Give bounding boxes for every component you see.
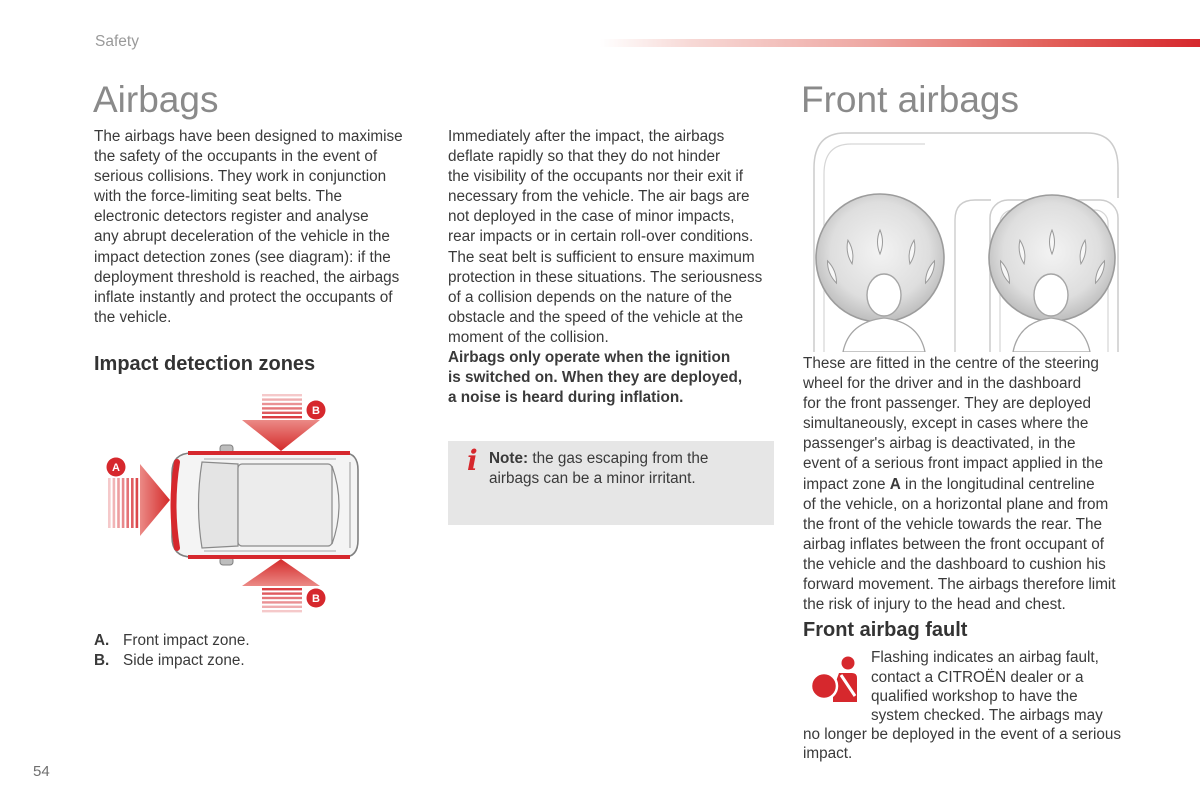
paragraph-line: forward movement. The airbags therefore limit — [803, 576, 1116, 594]
legend-text: Front impact zone. — [123, 632, 250, 649]
arrow-motion-bar — [262, 407, 302, 409]
occupant-head — [1034, 274, 1068, 316]
paragraph-line: the vehicle. — [94, 308, 172, 326]
page-title-airbags: Airbags — [93, 79, 219, 120]
legend-key: B. — [94, 652, 110, 670]
occupant-shoulders — [843, 318, 925, 352]
airbags-intro-paragraph — [94, 127, 403, 328]
paragraph-line: contact a CITROËN dealer or a — [871, 668, 1084, 686]
arrow-motion-bar — [262, 606, 302, 608]
arrow-motion-bar — [262, 394, 302, 396]
paragraph-line: the visibility of the occupants nor their exit if — [448, 168, 744, 186]
side-impact-arrow-bottom — [242, 559, 326, 612]
arrow-motion-bar — [122, 478, 125, 528]
paragraph-line: system checked. The airbags may — [871, 707, 1103, 724]
deflation-paragraph — [448, 127, 762, 348]
arrow-head — [242, 420, 320, 451]
airbag-fault-heading: Front airbag fault — [803, 619, 968, 641]
ignition-warning-paragraph — [448, 348, 742, 408]
paragraph-line: impact detection zones (see diagram): if the — [94, 248, 391, 266]
door-frame-outline — [955, 200, 991, 352]
paragraph-line: deflate rapidly so that they do not hinder — [448, 148, 721, 166]
arrow-motion-bar — [262, 398, 302, 400]
paragraph-line: the front of the vehicle towards the rear. The — [803, 515, 1103, 533]
section-header: Safety — [95, 33, 139, 50]
legend-text: Side impact zone. — [123, 652, 245, 670]
paragraph-line: for the front passenger. They are deployed — [803, 395, 1091, 413]
deployed-airbag — [811, 673, 837, 699]
paragraph-line: electronic detectors register and analyse — [94, 208, 369, 226]
arrow-motion-bar — [262, 610, 302, 612]
text-segment: impact zone — [803, 475, 890, 493]
paragraph-line: with the force-limiting seat belts. The — [94, 188, 342, 206]
paragraph-line: impact. — [803, 745, 853, 763]
side-impact-arrow-top — [242, 394, 326, 451]
paragraph-line: obstacle and the speed of the vehicle at the — [448, 308, 744, 326]
occupant-head — [842, 657, 855, 670]
car-windshield — [199, 462, 239, 548]
paragraph-line: of a collision depends on the nature of the — [448, 288, 733, 306]
paragraph-line: wheel for the driver and in the dashboard — [803, 375, 1082, 393]
arrow-motion-bar — [262, 403, 302, 405]
paragraph-line: The airbags have been designed to maximise — [94, 128, 403, 145]
front-airbags-illustration — [805, 128, 1125, 352]
arrow-motion-bar — [117, 478, 120, 528]
note-line — [489, 449, 708, 469]
paragraph-line: These are fitted in the centre of the steering — [803, 355, 1099, 372]
legend-key: A. — [94, 632, 110, 649]
paragraph-line: Immediately after the impact, the airbags — [448, 128, 725, 145]
bold-paragraph-line: a noise is heard during inflation. — [448, 389, 684, 407]
note-text — [489, 449, 708, 489]
arrow-motion-bar — [262, 588, 302, 590]
bold-text: A — [889, 475, 901, 493]
paragraph-line: event of a serious front impact applied in the — [803, 455, 1104, 473]
page-title-front-airbags: Front airbags — [801, 79, 1019, 120]
paragraph-line: The seat belt is sufficient to ensure maximum — [448, 248, 755, 266]
paragraph-line: inflate instantly and protect the occupants of — [94, 288, 393, 306]
header-accent-bar — [600, 39, 1200, 47]
bold-text: Note: — [489, 450, 529, 467]
airbag-warning-icon — [808, 652, 860, 704]
bold-paragraph-line: Airbags only operate when the ignition — [448, 349, 731, 367]
paragraph-line: qualified workshop to have the — [871, 687, 1078, 705]
paragraph-line: the vehicle and the dashboard to cushion his — [803, 555, 1106, 573]
paragraph-line: simultaneously, except in cases where the — [803, 415, 1089, 433]
arrow-motion-bar — [262, 597, 302, 599]
impact-zones-diagram — [100, 390, 370, 618]
driver-airbag — [816, 194, 944, 352]
arrow-motion-bar — [262, 412, 302, 414]
bold-paragraph-line: is switched on. When they are deployed, — [448, 369, 743, 387]
paragraph-line: not deployed in the case of minor impacts, — [448, 208, 735, 226]
paragraph-line: the safety of the occupants in the event of — [94, 148, 378, 166]
legend-item-front — [94, 631, 250, 651]
arrow-head — [242, 559, 320, 586]
paragraph-line: serious collisions. They work in conjunction — [94, 168, 387, 186]
paragraph-line: no longer be deployed in the event of a serious — [803, 726, 1122, 744]
page-number: 54 — [33, 763, 50, 780]
airbag-fault-text-continued — [803, 725, 1121, 763]
arrow-head — [140, 464, 170, 536]
arrow-motion-bar — [131, 478, 134, 528]
arrow-motion-bar — [113, 478, 116, 528]
text-segment: the gas escaping from the — [528, 450, 709, 467]
zone-label-b: B — [312, 405, 320, 417]
front-impact-arrow — [107, 458, 171, 537]
occupant-head — [867, 274, 901, 316]
impact-zones-heading: Impact detection zones — [94, 353, 316, 375]
arrow-motion-bar — [262, 592, 302, 594]
airbag-fold-mark — [1050, 230, 1055, 254]
passenger-airbag — [989, 195, 1115, 352]
car-top-view — [172, 445, 358, 565]
airbag-fault-text — [871, 648, 1103, 725]
info-icon: i — [467, 444, 478, 477]
arrow-motion-bar — [126, 478, 129, 528]
zone-label-b: B — [312, 593, 320, 605]
impact-zones-legend — [94, 631, 250, 671]
paragraph-line: protection in these situations. The seriousness — [448, 268, 763, 286]
arrow-motion-bar — [262, 416, 302, 418]
arrow-motion-bar — [136, 478, 139, 528]
paragraph-line: moment of the collision. — [448, 328, 609, 346]
paragraph-line: rear impacts or in certain roll-over conditions. — [448, 228, 754, 246]
occupant-shoulders — [1013, 318, 1090, 352]
arrow-motion-bar — [262, 601, 302, 603]
paragraph-line: the risk of injury to the head and chest. — [803, 596, 1066, 614]
airbag-fold-mark — [878, 230, 883, 254]
front-airbags-paragraph — [803, 354, 1116, 615]
paragraph-line: of the vehicle, on a horizontal plane and from — [803, 495, 1109, 513]
paragraph-line: necessary from the vehicle. The air bags are — [448, 188, 750, 206]
paragraph-line: passenger's airbag is deactivated, in the — [803, 435, 1076, 453]
paragraph-line — [803, 475, 1116, 495]
zone-label-a: A — [112, 462, 120, 474]
car-roof — [238, 464, 332, 546]
paragraph-line: deployment threshold is reached, the airbags — [94, 268, 400, 286]
front-impact-highlight — [174, 462, 178, 548]
paragraph-line: Flashing indicates an airbag fault, — [871, 649, 1099, 667]
legend-item-side — [94, 651, 250, 671]
paragraph-line: any abrupt deceleration of the vehicle in the — [94, 228, 390, 246]
arrow-motion-bar — [108, 478, 111, 528]
paragraph-line: airbag inflates between the front occupant of — [803, 535, 1105, 553]
text-segment: in the longitudinal centreline — [900, 475, 1095, 493]
note-line: airbags can be a minor irritant. — [489, 470, 696, 487]
